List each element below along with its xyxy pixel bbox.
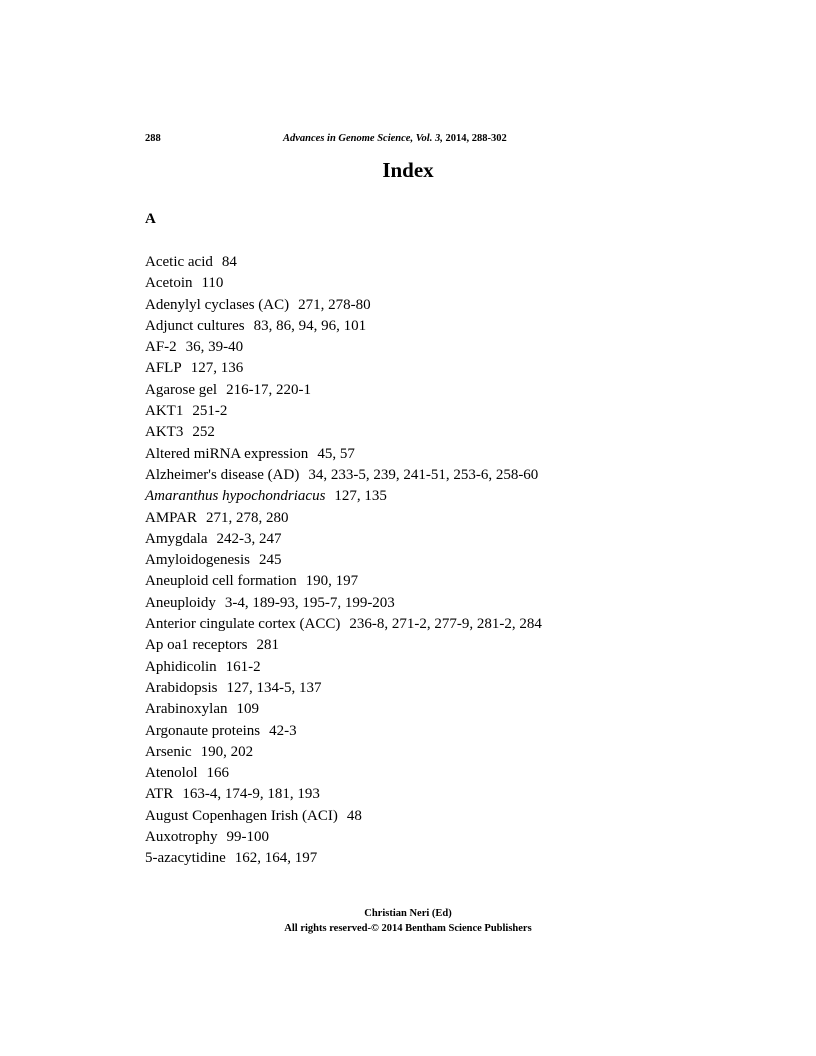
index-pages: 271, 278, 280	[205, 509, 289, 526]
index-pages: 34, 233-5, 239, 241-51, 253-6, 258-60	[308, 466, 539, 483]
index-term: Arabinoxylan	[145, 701, 228, 718]
index-pages: 99-100	[226, 829, 269, 846]
index-entry	[145, 678, 542, 699]
index-entry	[145, 380, 542, 401]
running-title	[283, 133, 507, 144]
index-pages: 190, 197	[305, 573, 359, 590]
index-term: Arsenic	[145, 743, 192, 760]
index-pages: 242-3, 247	[216, 530, 282, 547]
index-term: AF-2	[145, 339, 177, 356]
index-entry	[145, 763, 542, 784]
index-pages: 166	[206, 765, 229, 782]
index-term: Altered miRNA expression	[145, 445, 309, 462]
index-term: Amaranthus hypochondriacus	[145, 488, 326, 505]
index-entry-list	[145, 252, 542, 870]
index-pages: 127, 136	[190, 360, 244, 377]
index-entry	[145, 508, 542, 529]
section-letter: A	[145, 211, 156, 227]
index-term: Aphidicolin	[145, 658, 217, 675]
index-term: Aneuploid cell formation	[145, 573, 297, 590]
index-term: Auxotrophy	[145, 829, 218, 846]
index-term: AKT3	[145, 424, 184, 441]
journal-name: Advances in Genome Science, Vol. 3,	[283, 133, 443, 144]
index-term: Argonaute proteins	[145, 722, 261, 739]
page-title: Index	[382, 158, 434, 182]
index-term: Arabidopsis	[145, 679, 218, 696]
index-entry	[145, 358, 542, 379]
page-footer	[0, 906, 816, 936]
index-entry	[145, 806, 542, 827]
index-entry	[145, 742, 542, 763]
index-term: Amygdala	[145, 530, 208, 547]
index-term: Amyloidogenesis	[145, 552, 250, 569]
index-entry	[145, 699, 542, 720]
index-entry	[145, 635, 542, 656]
index-pages: 163-4, 174-9, 181, 193	[182, 786, 320, 803]
citation: 2014, 288-302	[445, 133, 507, 144]
index-entry	[145, 444, 542, 465]
index-entry	[145, 316, 542, 337]
index-term: Ap oa1 receptors	[145, 637, 248, 654]
index-entry	[145, 784, 542, 805]
index-term: Anterior cingulate cortex (ACC)	[145, 616, 341, 633]
running-header	[145, 133, 671, 149]
index-pages: 110	[201, 275, 224, 292]
index-term: Adenylyl cyclases (AC)	[145, 296, 290, 313]
index-pages: 216-17, 220-1	[226, 381, 312, 398]
index-entry	[145, 827, 542, 848]
index-pages: 127, 134-5, 137	[226, 679, 322, 696]
index-entry	[145, 295, 542, 316]
index-pages: 48	[346, 807, 362, 824]
index-term: ATR	[145, 786, 174, 803]
index-pages: 281	[256, 637, 279, 654]
index-entry	[145, 486, 542, 507]
index-entry	[145, 848, 542, 869]
index-entry	[145, 422, 542, 443]
index-entry	[145, 571, 542, 592]
index-pages: 83, 86, 94, 96, 101	[253, 317, 367, 334]
page-number: 288	[145, 133, 161, 144]
index-term: AMPAR	[145, 509, 197, 526]
index-term: 5-azacytidine	[145, 850, 226, 867]
index-pages: 161-2	[225, 658, 261, 675]
index-entry	[145, 252, 542, 273]
index-entry	[145, 550, 542, 571]
index-term: Adjunct cultures	[145, 317, 245, 334]
index-entry	[145, 401, 542, 422]
index-pages: 84	[221, 254, 237, 270]
index-term: Acetic acid	[145, 254, 213, 270]
index-pages: 162, 164, 197	[234, 850, 318, 867]
index-term: Agarose gel	[145, 381, 218, 398]
index-pages: 3-4, 189-93, 195-7, 199-203	[224, 594, 395, 611]
editor-credit: Christian Neri (Ed)	[364, 908, 452, 919]
index-pages: 271, 278-80	[298, 296, 371, 313]
index-entry	[145, 721, 542, 742]
index-pages: 190, 202	[200, 743, 254, 760]
index-entry	[145, 529, 542, 550]
index-entry	[145, 337, 542, 358]
index-term: AFLP	[145, 360, 182, 377]
index-term: Alzheimer's disease (AD)	[145, 466, 300, 483]
copyright-notice: All rights reserved-© 2014 Bentham Science Publishers	[284, 923, 532, 934]
index-entry	[145, 273, 542, 294]
index-pages: 109	[236, 701, 259, 718]
index-entry	[145, 614, 542, 635]
index-term: August Copenhagen Irish (ACI)	[145, 807, 338, 824]
index-term: Aneuploidy	[145, 594, 216, 611]
index-term: AKT1	[145, 403, 184, 420]
index-pages: 252	[192, 424, 215, 441]
index-pages: 36, 39-40	[185, 339, 244, 356]
index-entry	[145, 657, 542, 678]
index-pages: 45, 57	[317, 445, 355, 462]
index-term: Atenolol	[145, 765, 198, 782]
index-term: Acetoin	[145, 275, 193, 292]
index-pages: 127, 135	[334, 488, 387, 505]
index-pages: 245	[259, 552, 282, 569]
index-entry	[145, 593, 542, 614]
index-pages: 251-2	[192, 403, 228, 420]
index-pages: 236-8, 271-2, 277-9, 281-2, 284	[349, 616, 542, 633]
index-pages: 42-3	[269, 722, 297, 739]
index-entry	[145, 465, 542, 486]
